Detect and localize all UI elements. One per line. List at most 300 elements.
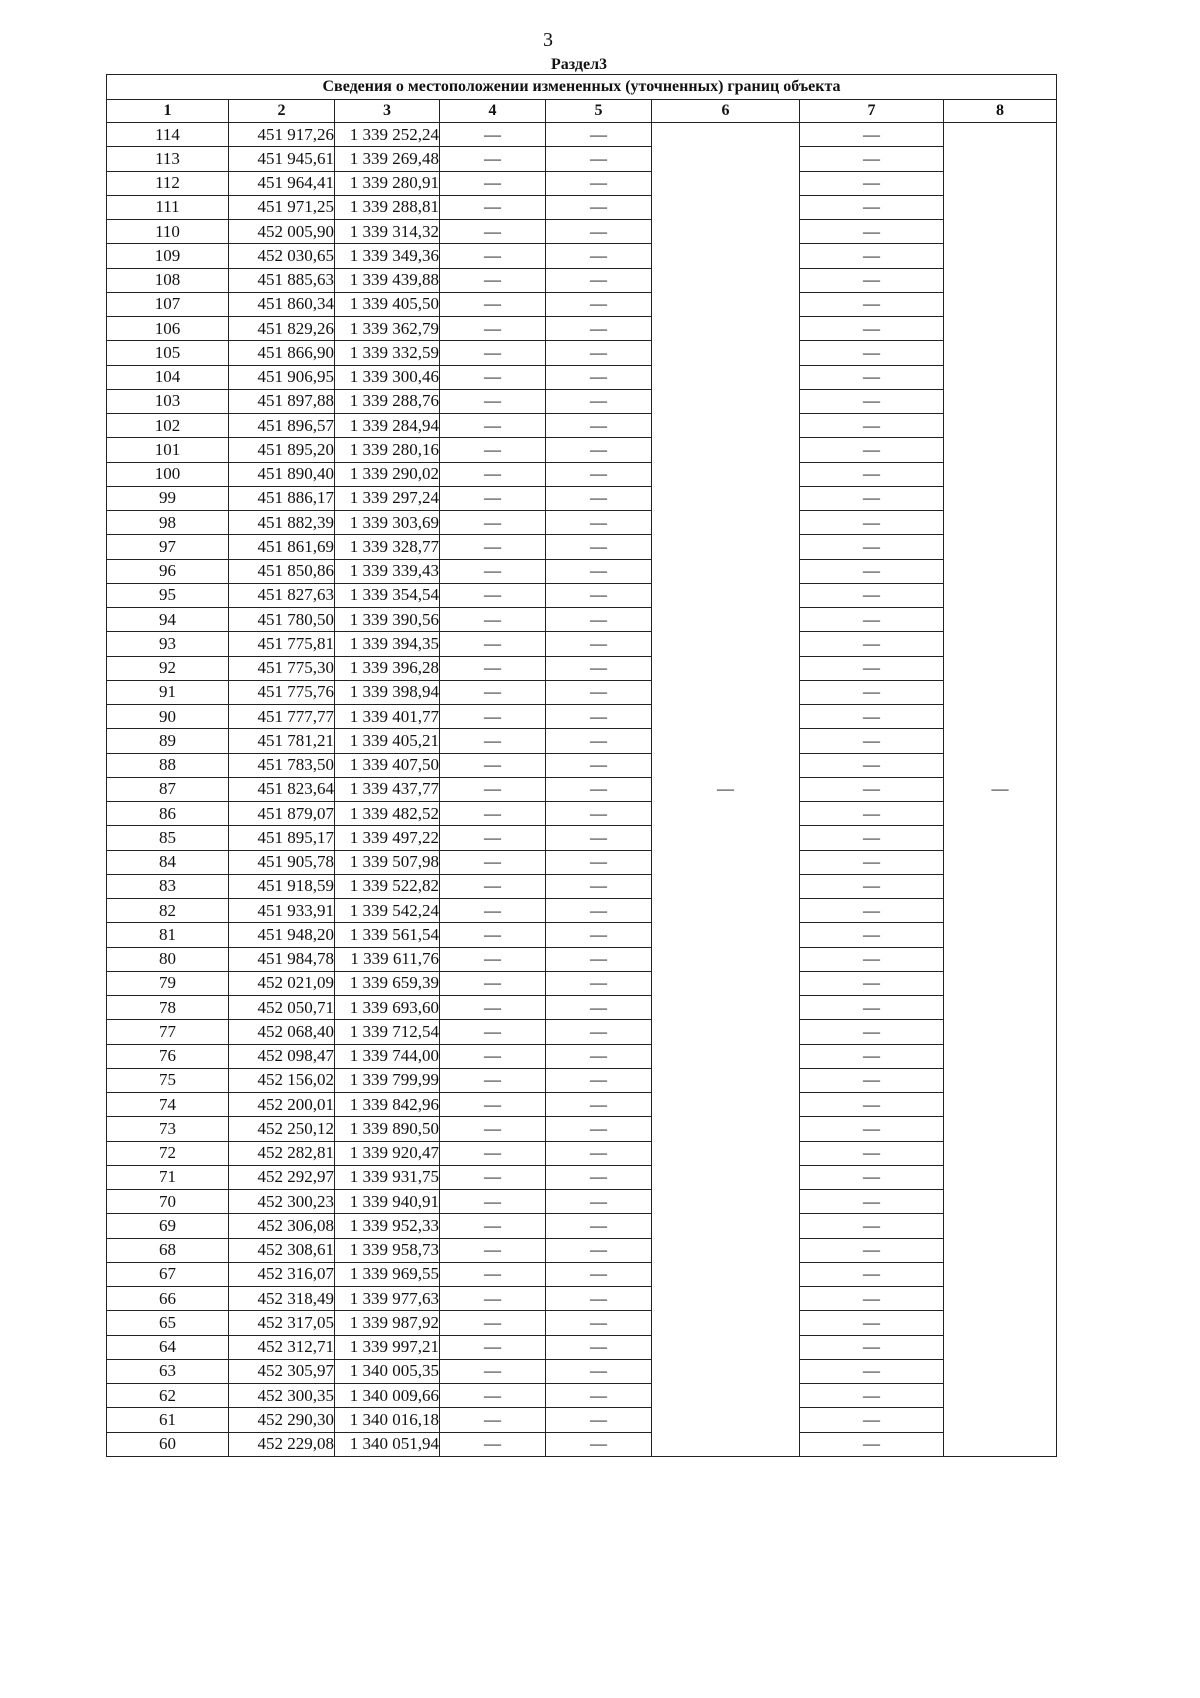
- column-5-cell: —: [546, 1165, 652, 1189]
- table-row: [107, 1214, 1057, 1238]
- point-number-cell: 70: [107, 1190, 229, 1214]
- y-coordinate-cell: 1 339 952,33: [335, 1214, 440, 1238]
- column-number-8: 8: [944, 100, 1057, 123]
- point-number-cell: 99: [107, 486, 229, 510]
- point-number-cell: 111: [107, 195, 229, 219]
- table-row: [107, 1068, 1057, 1092]
- x-coordinate-cell: 451 775,76: [229, 680, 335, 704]
- column-5-cell: —: [546, 535, 652, 559]
- point-number-cell: 110: [107, 220, 229, 244]
- column-7-cell: —: [800, 1165, 944, 1189]
- table-row: [107, 171, 1057, 195]
- column-7-cell: —: [800, 244, 944, 268]
- y-coordinate-cell: 1 339 439,88: [335, 268, 440, 292]
- column-4-cell: —: [440, 850, 546, 874]
- column-5-cell: —: [546, 317, 652, 341]
- x-coordinate-cell: 451 895,20: [229, 438, 335, 462]
- x-coordinate-cell: 451 783,50: [229, 753, 335, 777]
- point-number-cell: 81: [107, 923, 229, 947]
- column-5-cell: —: [546, 923, 652, 947]
- x-coordinate-cell: 452 098,47: [229, 1044, 335, 1068]
- column-4-cell: —: [440, 608, 546, 632]
- column-4-cell: —: [440, 753, 546, 777]
- point-number-cell: 71: [107, 1165, 229, 1189]
- column-4-cell: —: [440, 244, 546, 268]
- column-7-cell: —: [800, 705, 944, 729]
- table-row: [107, 899, 1057, 923]
- table-row: [107, 317, 1057, 341]
- table-row: [107, 220, 1057, 244]
- y-coordinate-cell: 1 339 920,47: [335, 1141, 440, 1165]
- x-coordinate-cell: 451 897,88: [229, 389, 335, 413]
- column-5-cell: —: [546, 996, 652, 1020]
- x-coordinate-cell: 451 861,69: [229, 535, 335, 559]
- column-4-cell: —: [440, 874, 546, 898]
- column-4-cell: —: [440, 923, 546, 947]
- x-coordinate-cell: 451 829,26: [229, 317, 335, 341]
- column-number-7: 7: [800, 100, 944, 123]
- y-coordinate-cell: 1 339 339,43: [335, 559, 440, 583]
- column-4-cell: —: [440, 1068, 546, 1092]
- column-7-cell: —: [800, 1432, 944, 1456]
- x-coordinate-cell: 452 021,09: [229, 971, 335, 995]
- column-4-cell: —: [440, 1432, 546, 1456]
- column-4-cell: —: [440, 656, 546, 680]
- column-5-cell: —: [546, 365, 652, 389]
- y-coordinate-cell: 1 339 659,39: [335, 971, 440, 995]
- point-number-cell: 77: [107, 1020, 229, 1044]
- table-row: [107, 292, 1057, 316]
- column-4-cell: —: [440, 438, 546, 462]
- y-coordinate-cell: 1 339 437,77: [335, 777, 440, 801]
- table-row: [107, 244, 1057, 268]
- x-coordinate-cell: 451 964,41: [229, 171, 335, 195]
- x-coordinate-cell: 451 933,91: [229, 899, 335, 923]
- column-4-cell: —: [440, 195, 546, 219]
- x-coordinate-cell: 451 945,61: [229, 147, 335, 171]
- y-coordinate-cell: 1 339 349,36: [335, 244, 440, 268]
- point-number-cell: 82: [107, 899, 229, 923]
- y-coordinate-cell: 1 339 940,91: [335, 1190, 440, 1214]
- table-row: [107, 1287, 1057, 1311]
- column-4-cell: —: [440, 1141, 546, 1165]
- point-number-cell: 102: [107, 414, 229, 438]
- point-number-cell: 75: [107, 1068, 229, 1092]
- x-coordinate-cell: 451 895,17: [229, 826, 335, 850]
- y-coordinate-cell: 1 339 507,98: [335, 850, 440, 874]
- x-coordinate-cell: 452 229,08: [229, 1432, 335, 1456]
- column-7-cell: —: [800, 632, 944, 656]
- y-coordinate-cell: 1 339 303,69: [335, 511, 440, 535]
- column-5-cell: —: [546, 656, 652, 680]
- point-number-cell: 84: [107, 850, 229, 874]
- x-coordinate-cell: 451 823,64: [229, 777, 335, 801]
- table-row: [107, 656, 1057, 680]
- table-row: [107, 850, 1057, 874]
- point-number-cell: 114: [107, 123, 229, 147]
- table-row: [107, 705, 1057, 729]
- x-coordinate-cell: 452 306,08: [229, 1214, 335, 1238]
- point-number-cell: 79: [107, 971, 229, 995]
- table-row: [107, 1238, 1057, 1262]
- column-7-cell: —: [800, 195, 944, 219]
- point-number-cell: 95: [107, 583, 229, 607]
- table-row: [107, 996, 1057, 1020]
- table-row: [107, 1141, 1057, 1165]
- point-number-cell: 60: [107, 1432, 229, 1456]
- column-7-cell: —: [800, 1262, 944, 1286]
- x-coordinate-cell: 451 917,26: [229, 123, 335, 147]
- y-coordinate-cell: 1 339 332,59: [335, 341, 440, 365]
- table-row: [107, 947, 1057, 971]
- table-row: [107, 777, 1057, 801]
- column-5-cell: —: [546, 1093, 652, 1117]
- column-4-cell: —: [440, 826, 546, 850]
- point-number-cell: 113: [107, 147, 229, 171]
- table-row: [107, 680, 1057, 704]
- column-7-cell: —: [800, 1044, 944, 1068]
- column-4-cell: —: [440, 1238, 546, 1262]
- column-7-cell: —: [800, 1408, 944, 1432]
- column-number-row: [107, 100, 1057, 123]
- column-7-cell: —: [800, 1335, 944, 1359]
- column-4-cell: —: [440, 1020, 546, 1044]
- column-7-cell: —: [800, 753, 944, 777]
- column-7-cell: —: [800, 874, 944, 898]
- x-coordinate-cell: 451 775,81: [229, 632, 335, 656]
- point-number-cell: 90: [107, 705, 229, 729]
- table-row: [107, 632, 1057, 656]
- column-7-cell: —: [800, 923, 944, 947]
- table-row: [107, 147, 1057, 171]
- table-row: [107, 1262, 1057, 1286]
- column-5-cell: —: [546, 389, 652, 413]
- column-5-cell: —: [546, 705, 652, 729]
- y-coordinate-cell: 1 339 407,50: [335, 753, 440, 777]
- column-8-merged-cell: —: [944, 123, 1057, 1457]
- x-coordinate-cell: 452 005,90: [229, 220, 335, 244]
- column-7-cell: —: [800, 389, 944, 413]
- column-7-cell: —: [800, 171, 944, 195]
- point-number-cell: 101: [107, 438, 229, 462]
- column-5-cell: —: [546, 147, 652, 171]
- table-row: [107, 123, 1057, 147]
- point-number-cell: 98: [107, 511, 229, 535]
- column-5-cell: —: [546, 680, 652, 704]
- column-4-cell: —: [440, 802, 546, 826]
- column-4-cell: —: [440, 268, 546, 292]
- column-7-cell: —: [800, 1287, 944, 1311]
- y-coordinate-cell: 1 339 712,54: [335, 1020, 440, 1044]
- x-coordinate-cell: 451 866,90: [229, 341, 335, 365]
- y-coordinate-cell: 1 339 969,55: [335, 1262, 440, 1286]
- x-coordinate-cell: 451 984,78: [229, 947, 335, 971]
- y-coordinate-cell: 1 339 842,96: [335, 1093, 440, 1117]
- x-coordinate-cell: 452 050,71: [229, 996, 335, 1020]
- column-5-cell: —: [546, 947, 652, 971]
- y-coordinate-cell: 1 339 280,16: [335, 438, 440, 462]
- column-5-cell: —: [546, 729, 652, 753]
- column-5-cell: —: [546, 1432, 652, 1456]
- column-5-cell: —: [546, 1384, 652, 1408]
- column-7-cell: —: [800, 220, 944, 244]
- column-4-cell: —: [440, 1262, 546, 1286]
- column-5-cell: —: [546, 438, 652, 462]
- column-number-6: 6: [652, 100, 800, 123]
- y-coordinate-cell: 1 339 280,91: [335, 171, 440, 195]
- point-number-cell: 76: [107, 1044, 229, 1068]
- table-row: [107, 438, 1057, 462]
- column-7-cell: —: [800, 850, 944, 874]
- column-5-cell: —: [546, 462, 652, 486]
- point-number-cell: 78: [107, 996, 229, 1020]
- column-7-cell: —: [800, 1311, 944, 1335]
- column-5-cell: —: [546, 899, 652, 923]
- table-row: [107, 389, 1057, 413]
- point-number-cell: 97: [107, 535, 229, 559]
- column-5-cell: —: [546, 244, 652, 268]
- column-7-cell: —: [800, 147, 944, 171]
- y-coordinate-cell: 1 339 396,28: [335, 656, 440, 680]
- x-coordinate-cell: 452 250,12: [229, 1117, 335, 1141]
- column-5-cell: —: [546, 1408, 652, 1432]
- column-5-cell: —: [546, 802, 652, 826]
- column-5-cell: —: [546, 1262, 652, 1286]
- column-5-cell: —: [546, 1311, 652, 1335]
- table-row: [107, 1432, 1057, 1456]
- y-coordinate-cell: 1 339 401,77: [335, 705, 440, 729]
- column-4-cell: —: [440, 1359, 546, 1383]
- column-number-2: 2: [229, 100, 335, 123]
- x-coordinate-cell: 451 882,39: [229, 511, 335, 535]
- column-6-merged-cell: —: [652, 123, 800, 1457]
- column-5-cell: —: [546, 511, 652, 535]
- y-coordinate-cell: 1 339 799,99: [335, 1068, 440, 1092]
- column-4-cell: —: [440, 414, 546, 438]
- point-number-cell: 64: [107, 1335, 229, 1359]
- column-4-cell: —: [440, 996, 546, 1020]
- column-4-cell: —: [440, 171, 546, 195]
- x-coordinate-cell: 452 318,49: [229, 1287, 335, 1311]
- table-row: [107, 414, 1057, 438]
- column-4-cell: —: [440, 292, 546, 316]
- point-number-cell: 66: [107, 1287, 229, 1311]
- point-number-cell: 107: [107, 292, 229, 316]
- boundary-coordinates-table: [106, 74, 1057, 1457]
- x-coordinate-cell: 452 200,01: [229, 1093, 335, 1117]
- y-coordinate-cell: 1 339 290,02: [335, 462, 440, 486]
- column-5-cell: —: [546, 777, 652, 801]
- column-4-cell: —: [440, 1287, 546, 1311]
- point-number-cell: 108: [107, 268, 229, 292]
- column-7-cell: —: [800, 1020, 944, 1044]
- y-coordinate-cell: 1 339 611,76: [335, 947, 440, 971]
- x-coordinate-cell: 451 777,77: [229, 705, 335, 729]
- point-number-cell: 93: [107, 632, 229, 656]
- x-coordinate-cell: 452 282,81: [229, 1141, 335, 1165]
- section-title: Раздел3: [550, 56, 608, 73]
- column-4-cell: —: [440, 511, 546, 535]
- column-7-cell: —: [800, 1068, 944, 1092]
- x-coordinate-cell: 451 827,63: [229, 583, 335, 607]
- x-coordinate-cell: 452 290,30: [229, 1408, 335, 1432]
- y-coordinate-cell: 1 339 522,82: [335, 874, 440, 898]
- table-row: [107, 802, 1057, 826]
- table-body: [107, 123, 1057, 1457]
- column-4-cell: —: [440, 1117, 546, 1141]
- table-row: [107, 1093, 1057, 1117]
- column-5-cell: —: [546, 414, 652, 438]
- column-number-3: 3: [335, 100, 440, 123]
- x-coordinate-cell: 452 300,35: [229, 1384, 335, 1408]
- page-number: 3: [543, 29, 553, 51]
- y-coordinate-cell: 1 339 284,94: [335, 414, 440, 438]
- x-coordinate-cell: 451 906,95: [229, 365, 335, 389]
- point-number-cell: 109: [107, 244, 229, 268]
- column-5-cell: —: [546, 292, 652, 316]
- y-coordinate-cell: 1 339 482,52: [335, 802, 440, 826]
- column-4-cell: —: [440, 559, 546, 583]
- column-5-cell: —: [546, 1359, 652, 1383]
- column-4-cell: —: [440, 1335, 546, 1359]
- point-number-cell: 61: [107, 1408, 229, 1432]
- x-coordinate-cell: 452 312,71: [229, 1335, 335, 1359]
- y-coordinate-cell: 1 339 390,56: [335, 608, 440, 632]
- table-row: [107, 535, 1057, 559]
- column-4-cell: —: [440, 777, 546, 801]
- y-coordinate-cell: 1 339 269,48: [335, 147, 440, 171]
- column-7-cell: —: [800, 583, 944, 607]
- column-7-cell: —: [800, 1238, 944, 1262]
- point-number-cell: 100: [107, 462, 229, 486]
- x-coordinate-cell: 451 775,30: [229, 656, 335, 680]
- column-4-cell: —: [440, 317, 546, 341]
- point-number-cell: 65: [107, 1311, 229, 1335]
- point-number-cell: 69: [107, 1214, 229, 1238]
- column-4-cell: —: [440, 1093, 546, 1117]
- x-coordinate-cell: 451 948,20: [229, 923, 335, 947]
- column-4-cell: —: [440, 462, 546, 486]
- column-4-cell: —: [440, 389, 546, 413]
- x-coordinate-cell: 451 781,21: [229, 729, 335, 753]
- column-4-cell: —: [440, 147, 546, 171]
- table-row: [107, 874, 1057, 898]
- table-row: [107, 1117, 1057, 1141]
- column-5-cell: —: [546, 1214, 652, 1238]
- column-7-cell: —: [800, 1141, 944, 1165]
- table-row: [107, 1020, 1057, 1044]
- point-number-cell: 88: [107, 753, 229, 777]
- point-number-cell: 72: [107, 1141, 229, 1165]
- column-7-cell: —: [800, 826, 944, 850]
- column-5-cell: —: [546, 123, 652, 147]
- y-coordinate-cell: 1 339 497,22: [335, 826, 440, 850]
- column-7-cell: —: [800, 317, 944, 341]
- point-number-cell: 91: [107, 680, 229, 704]
- column-5-cell: —: [546, 1020, 652, 1044]
- column-5-cell: —: [546, 874, 652, 898]
- x-coordinate-cell: 452 308,61: [229, 1238, 335, 1262]
- column-7-cell: —: [800, 1359, 944, 1383]
- table-row: [107, 268, 1057, 292]
- x-coordinate-cell: 452 300,23: [229, 1190, 335, 1214]
- x-coordinate-cell: 451 918,59: [229, 874, 335, 898]
- column-number-5: 5: [546, 100, 652, 123]
- column-4-cell: —: [440, 947, 546, 971]
- column-7-cell: —: [800, 559, 944, 583]
- column-4-cell: —: [440, 220, 546, 244]
- column-7-cell: —: [800, 535, 944, 559]
- column-5-cell: —: [546, 583, 652, 607]
- table-row: [107, 608, 1057, 632]
- table-row: [107, 971, 1057, 995]
- x-coordinate-cell: 452 292,97: [229, 1165, 335, 1189]
- column-7-cell: —: [800, 1093, 944, 1117]
- x-coordinate-cell: 451 860,34: [229, 292, 335, 316]
- column-7-cell: —: [800, 608, 944, 632]
- table-row: [107, 1311, 1057, 1335]
- table-row: [107, 729, 1057, 753]
- column-4-cell: —: [440, 123, 546, 147]
- y-coordinate-cell: 1 340 009,66: [335, 1384, 440, 1408]
- column-5-cell: —: [546, 559, 652, 583]
- y-coordinate-cell: 1 339 744,00: [335, 1044, 440, 1068]
- column-4-cell: —: [440, 632, 546, 656]
- column-4-cell: —: [440, 971, 546, 995]
- column-4-cell: —: [440, 1214, 546, 1238]
- column-5-cell: —: [546, 1287, 652, 1311]
- y-coordinate-cell: 1 339 300,46: [335, 365, 440, 389]
- point-number-cell: 62: [107, 1384, 229, 1408]
- x-coordinate-cell: 451 885,63: [229, 268, 335, 292]
- point-number-cell: 86: [107, 802, 229, 826]
- column-4-cell: —: [440, 583, 546, 607]
- column-5-cell: —: [546, 608, 652, 632]
- y-coordinate-cell: 1 339 958,73: [335, 1238, 440, 1262]
- point-number-cell: 103: [107, 389, 229, 413]
- table-row: [107, 1190, 1057, 1214]
- column-5-cell: —: [546, 753, 652, 777]
- column-4-cell: —: [440, 680, 546, 704]
- x-coordinate-cell: 452 030,65: [229, 244, 335, 268]
- column-7-cell: —: [800, 802, 944, 826]
- y-coordinate-cell: 1 339 405,50: [335, 292, 440, 316]
- y-coordinate-cell: 1 339 328,77: [335, 535, 440, 559]
- column-5-cell: —: [546, 1190, 652, 1214]
- y-coordinate-cell: 1 339 288,76: [335, 389, 440, 413]
- column-4-cell: —: [440, 535, 546, 559]
- column-5-cell: —: [546, 171, 652, 195]
- point-number-cell: 80: [107, 947, 229, 971]
- column-7-cell: —: [800, 777, 944, 801]
- column-5-cell: —: [546, 486, 652, 510]
- column-4-cell: —: [440, 1165, 546, 1189]
- table-row: [107, 1044, 1057, 1068]
- y-coordinate-cell: 1 339 693,60: [335, 996, 440, 1020]
- y-coordinate-cell: 1 339 362,79: [335, 317, 440, 341]
- point-number-cell: 85: [107, 826, 229, 850]
- y-coordinate-cell: 1 339 252,24: [335, 123, 440, 147]
- y-coordinate-cell: 1 339 542,24: [335, 899, 440, 923]
- x-coordinate-cell: 452 068,40: [229, 1020, 335, 1044]
- column-number-1: 1: [107, 100, 229, 123]
- y-coordinate-cell: 1 339 394,35: [335, 632, 440, 656]
- column-7-cell: —: [800, 729, 944, 753]
- column-7-cell: —: [800, 656, 944, 680]
- column-5-cell: —: [546, 220, 652, 244]
- column-7-cell: —: [800, 1214, 944, 1238]
- x-coordinate-cell: 452 316,07: [229, 1262, 335, 1286]
